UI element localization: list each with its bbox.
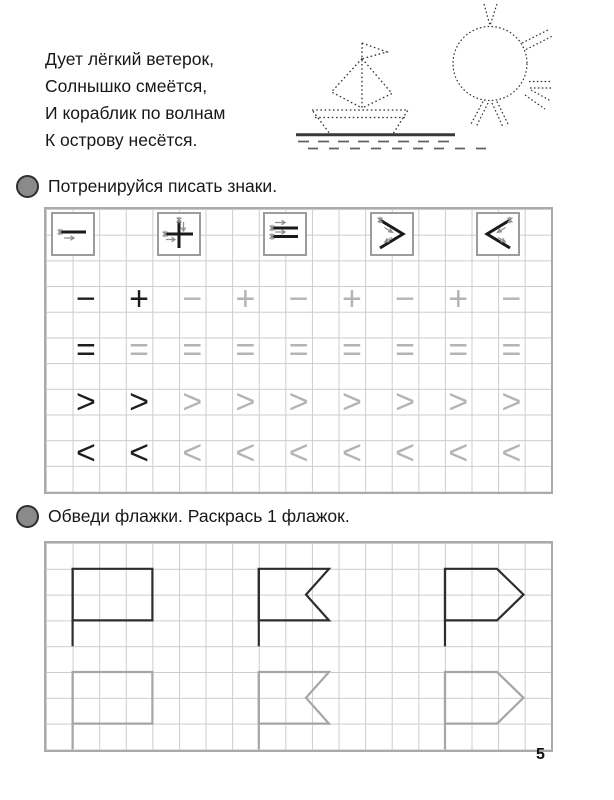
poem-line: И кораблик по волнам (45, 103, 226, 123)
poem-line: Дует лёгкий ветерок, (45, 49, 215, 69)
practice-symbol: = (395, 331, 416, 370)
example-box-minus (51, 212, 95, 256)
poem-line: Солнышко смеётся, (45, 76, 208, 96)
practice-symbol: > (448, 382, 469, 421)
practice-symbol: = (235, 331, 256, 370)
practice-symbol: + (129, 279, 150, 318)
signs-practice-grid (44, 207, 553, 494)
practice-symbol: + (341, 279, 362, 318)
practice-symbol: = (75, 331, 96, 370)
task-bullet-icon (16, 175, 39, 198)
flag-rectangle-dark (73, 569, 153, 646)
practice-symbol: = (182, 331, 203, 370)
example-box-plus (157, 212, 201, 256)
practice-symbol: > (182, 382, 203, 421)
boat-pennant-icon (362, 43, 387, 59)
flag-pointed-dark (445, 569, 524, 646)
practice-symbol: < (395, 434, 416, 473)
sign-plus-icon (159, 214, 199, 254)
task-1-label: Потренируйся писать знаки. (48, 176, 278, 196)
task-2-header (16, 505, 350, 528)
boat-sails (332, 59, 393, 109)
sun-ray-top (484, 4, 497, 26)
practice-symbol: − (182, 279, 203, 318)
practice-symbol: < (288, 434, 309, 473)
boat-hull (312, 110, 408, 134)
practice-symbol: < (501, 434, 522, 473)
page-number: 5 (536, 746, 545, 763)
example-box-less (476, 212, 520, 256)
sailboat-drawing (312, 43, 408, 134)
flag-notched-dark (259, 569, 329, 646)
practice-symbol: < (182, 434, 203, 473)
poem (45, 46, 225, 154)
practice-symbol: > (75, 382, 96, 421)
practice-symbol: − (395, 279, 416, 318)
practice-symbol: > (129, 382, 150, 421)
practice-symbol: > (501, 382, 522, 421)
sun-ray-right (529, 82, 552, 89)
practice-symbol: < (129, 434, 150, 473)
poem-line: К острову несётся. (45, 130, 198, 150)
practice-symbol: < (341, 434, 362, 473)
practice-symbol: = (341, 331, 362, 370)
sun-ray-upper-right (522, 29, 553, 50)
practice-symbol: = (129, 331, 150, 370)
practice-symbol: < (448, 434, 469, 473)
practice-symbol: < (75, 434, 96, 473)
sun-drawing (453, 4, 553, 127)
sign-greater-icon (372, 214, 412, 254)
sun-ray-bottom (471, 102, 508, 128)
practice-symbol: > (395, 382, 416, 421)
flag-pointed-trace (445, 672, 524, 749)
sun-ray-lower-right (525, 90, 551, 109)
practice-symbol: − (501, 279, 522, 318)
flags-grid (44, 541, 553, 752)
practice-symbol: = (501, 331, 522, 370)
illustration (285, 0, 585, 162)
sign-minus-icon (53, 214, 93, 254)
practice-symbol: > (235, 382, 256, 421)
task-1-header (16, 175, 277, 198)
practice-symbol: = (288, 331, 309, 370)
water-lines (296, 135, 492, 149)
practice-symbol: = (448, 331, 469, 370)
practice-symbol: + (235, 279, 256, 318)
sign-less-icon (478, 214, 518, 254)
task-2-label: Обведи флажки. Раскрась 1 флажок. (48, 506, 350, 526)
practice-symbol: > (341, 382, 362, 421)
flag-rectangle-trace (73, 672, 153, 749)
practice-symbol: − (288, 279, 309, 318)
flag-notched-trace (259, 672, 329, 749)
sign-equals-icon (265, 214, 305, 254)
sun-circle (453, 27, 527, 101)
practice-symbol: > (288, 382, 309, 421)
example-box-greater (370, 212, 414, 256)
example-box-equals (263, 212, 307, 256)
task-bullet-icon (16, 505, 39, 528)
practice-symbol: + (448, 279, 469, 318)
practice-symbol: − (75, 279, 96, 318)
practice-symbol: < (235, 434, 256, 473)
